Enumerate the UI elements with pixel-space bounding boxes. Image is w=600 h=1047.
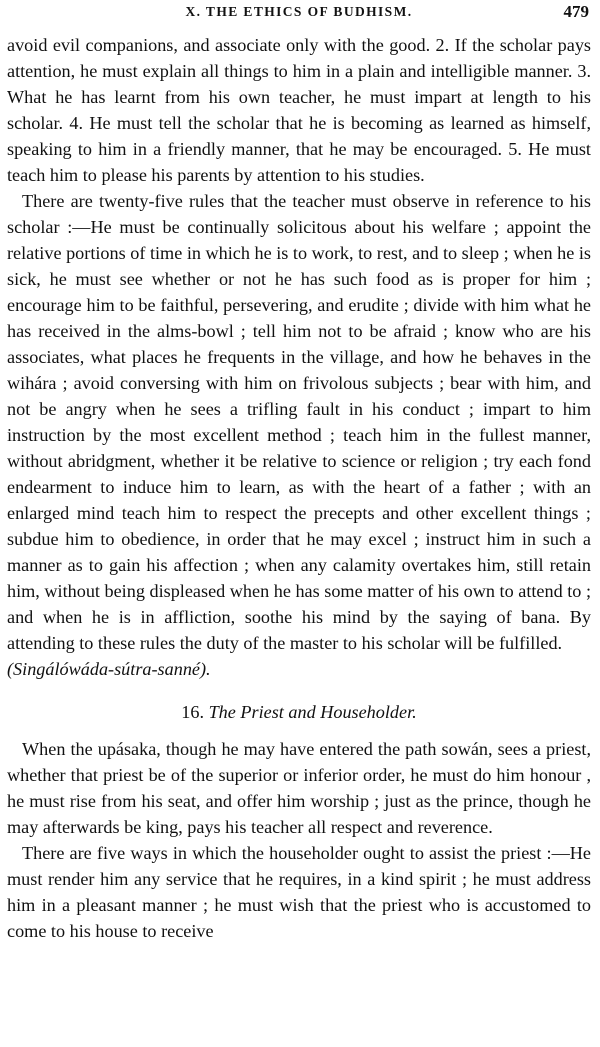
householder-paragraph-1: When the upásaka, though he may have entered the path sowán, sees a priest, whether that priest be of the superior or inferior order, he must do him honour , he must rise from his seat, and offer him worship ; just as the prince, though he may afterwards be king, pays his teacher all respect and reverence. [7, 739, 591, 837]
page-header [7, 2, 591, 32]
page-number: 479 [563, 2, 589, 21]
teacher-rules-text: There are twenty-five rules that the teacher must observe in reference to his scholar :—He must be continually solicitous about his welfare ; appoint the relative portions of time in which he is to work, to rest, and to sleep ; when he is sick, he must see whether or not he has such food as is proper for him ; encourage him to be faithful, persevering, and erudite ; divide with him what he has received in the alms-bowl ; tell him not to be afraid ; know who are his associates, what places he frequents in the village, and how he behaves in the wihára ; avoid conversing with him on frivolous subjects ; bear with him, and not be angry when he sees a trifling fault in his conduct ; impart to him instruction by the most excellent method ; teach him in the fullest manner, without abridgment, whether it be relative to science or religion ; try each fond endearment to induce him to learn, as with the heart of a father ; with an enlarged mind teach him to respect the precepts and other excellent things ; subdue him to obedience, in order that he may excel ; instruct him in such a manner as to gain his affection ; when any calamity overtakes him, still retain him, without being displeased when he has some matter of his own to attend to ; and when he is in affliction, soothe his mind by the saying of bana. By attending to these rules the duty of the master to his scholar will be fulfilled. [7, 191, 591, 653]
teacher-rules-paragraph [7, 188, 591, 682]
running-title: X. THE ETHICS OF BUDHISM. [185, 4, 413, 19]
section-title: The Priest and Householder. [208, 702, 417, 722]
householder-paragraph-2: There are five ways in which the householder ought to assist the priest :—He must render him any service that he requires, in a kind spirit ; he must address him in a pleasant manner ; he must wish that the priest who is accustomed to come to his house to receive [7, 843, 591, 941]
section-number: 16. [181, 702, 205, 722]
continued-paragraph: avoid evil companions, and associate only with the good. 2. If the scholar pays attention, he must explain all things to him in a plain and intelligible manner. 3. What he has learnt from his own teacher, he must impart at length to his scholar. 4. He must tell the scholar that he is becoming as learned as himself, speaking to him in a friendly manner, that he may be encouraged. 5. He must teach him to please his parents by attention to his studies. [7, 35, 591, 185]
source-citation: (Singálówáda-sútra-sanné). [7, 659, 211, 679]
section-heading [7, 700, 591, 724]
